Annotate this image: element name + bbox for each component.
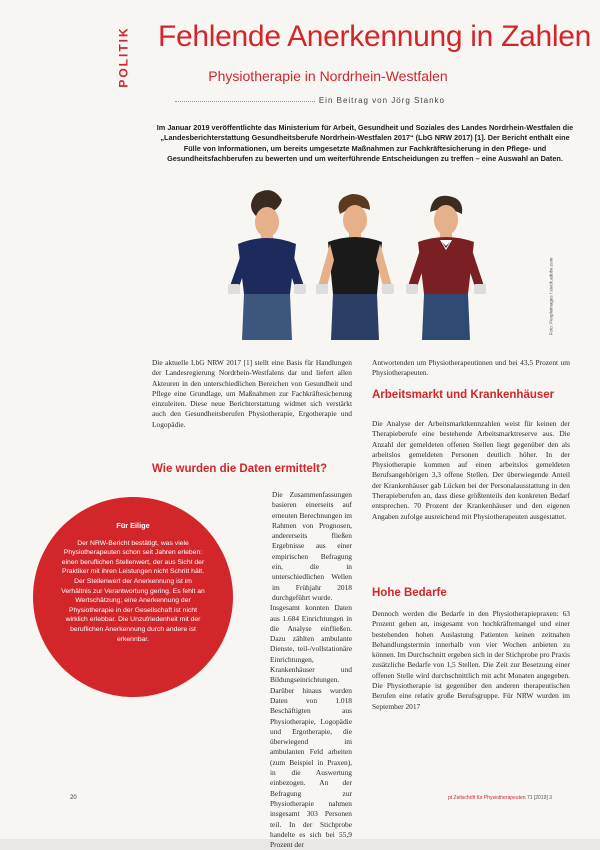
page-subtitle: Physiotherapie in Nordrhein-Westfalen [208, 68, 448, 84]
byline: Ein Beitrag von Jörg Stanko [175, 101, 445, 111]
person-figure-right [406, 196, 486, 340]
summary-circle [33, 497, 233, 697]
column-right-labour: Die Analyse der Arbeitsmarktkennzahlen weist für keinen der Therapieberufe eine bestehende Arbeitsmarktreserve aus. Die Anzahl der gemeldeten offenen Stellen liegt gegenüber den als arbeitslos gemeldeten Personen deutlich höher. In der Physiotherapie kommen auf einen arbeitslos gemeldeten Berufsangehörigen 3,3 offene Stellen. Der überwiegende Anteil der Krankenhäuser gab Lücken bei der Personalausstattung in den Therapieberufen an, dass diese größtenteils den konkreten Bedarf entsprechen. 70 Prozent der Krankenhäuser und den eigenen Angaben zufolge ausreichend mit Physiotherapeuten ausgestattet. [372, 419, 570, 521]
page-title: Fehlende Anerkennung in Zahlen [158, 20, 592, 53]
page-number: 20 [70, 795, 77, 801]
heading-data-methods: Wie wurden die Daten ermittelt? [152, 463, 327, 475]
column-right-demand: Dennoch werden die Bedarfe in den Physiotherapiepraxen: 63 Prozent gehen an, insgesamt von hochkräftemangel und einer bestehenden hohen Auslastung Patienten keinen zeitnahen Behandlungstermin innerhalb von vier Wochen anbieten zu können. Im Durchschnitt ergeben sich in der Stichprobe pro Praxis zusätzliche Bedarfe von 1,5 Stellen. Die Zeit zur Besetzung einer offenen Stelle wird durchschnittlich mit acht Monaten angegeben. Die Physiotherapie ist gegenüber den anderen therapeutischen Berufen eine relativ große Berufsgruppe. Für NRW wurden im September 2017 [372, 609, 570, 711]
section-tag: POLITIK [116, 26, 131, 88]
column-left-intro: Die aktuelle LbG NRW 2017 [1] stellt eine Basis für Handlungen der Landesregierung Nordrhein-Westfalens dar und liefert allen Akteuren in den unterschiedlichen Bereichen von Gesundheit und Pflege eine Grundlage, um Maßnahmen zur Fachkräftesicherung einzuleiten. Diese neue Berichterstattung widmet sich verstärkt auch den Gesundheitsberufen Physiotherapie, Ergotherapie und Logopädie. [152, 358, 352, 429]
person-figure-left [228, 190, 306, 340]
footer-journal: pt Zeitschrift für Physiotherapeuten 71 [2019] 3 [448, 795, 552, 801]
person-figure-middle [316, 194, 394, 340]
methods-paragraph: Die Zusammenfassungen basieren einerseits auf erneuten Berechnungen im Rahmen von Prognosen, andererseits fließen Ergebnisse aus einer empirischen Befragung ein, die in unterschiedlichen Wellen im Frühjahr 2018 durchgeführt wurde. [272, 490, 352, 602]
summary-heading: Für Eilige [116, 521, 150, 530]
heading-high-demand: Hohe Bedarfe [372, 587, 447, 599]
sample-paragraph: Insgesamt konnten Daten aus 1.684 Einrichtungen in die Analyse einfließen. Dazu zählten ambulante Dienste, teil-/vollstationäre Einrichtungen, Krankenhäuser und Bildungseinrichtungen. Darüber hinaus wurden Daten von 1.018 Beschäftigten aus Physiotherapie, Logopädie und Ergotherapie, die überwiegend im ambulanten Feld arbeiten (zum Beispiel in Praxen), in die Auswertung einbezogen. An der Befragung zur Physiotherapie nahmen insgesamt 303 Personen teil. In der Stichprobe handelte es sich bei 55,9 Prozent der [270, 603, 352, 850]
summary-text: Der NRW-Bericht bestätigt, was viele Physiotherapeuten schon seit Jahren erleben: einen beruflichen Stellenwert, der aus Sicht der Praktiker mit ihren Leistungen nicht Schritt hält. Der Stellenwert der Anerkennung ist im Verhältnis zur Verantwortung gering. Es fehlt an Wertschätzung; eine Anerkennung der Physiotherapie in der Gesellschaft ist nicht wirklich erlebbar. Die Unzufriedenheit mit der beruflichen Anerkennung durch andere ist erkennbar. [61, 539, 205, 643]
column-right-top: Antwortenden um Physiotherapeutinnen und bei 43,5 Prozent um Physiotherapeuten. [372, 358, 570, 378]
heading-labour-market: Arbeitsmarkt und Krankenhäuser [372, 389, 555, 401]
photo-credit: Foto: Peopleimages / stock.adobe.com [548, 257, 554, 336]
header-photo [150, 180, 570, 340]
intro-text: Im Januar 2019 veröffentlichte das Ministerium für Arbeit, Gesundheit und Soziales des Landes Nordrhein-Westfalen die „Landesberichterstattung Gesundheitsberufe Nordrhein-Westfalen 2017“ (LbG NRW 2017) [1]. Der Bericht enthält eine Fülle von Informationen, um bereits umgesetzte Maßnahmen zur Fachkräftesicherung in den Pflege- und Gesundheitsfachberufen zu bewerten und um weiterführende Entscheidungen zu treffen – eine Auswahl an Daten. [156, 123, 574, 164]
